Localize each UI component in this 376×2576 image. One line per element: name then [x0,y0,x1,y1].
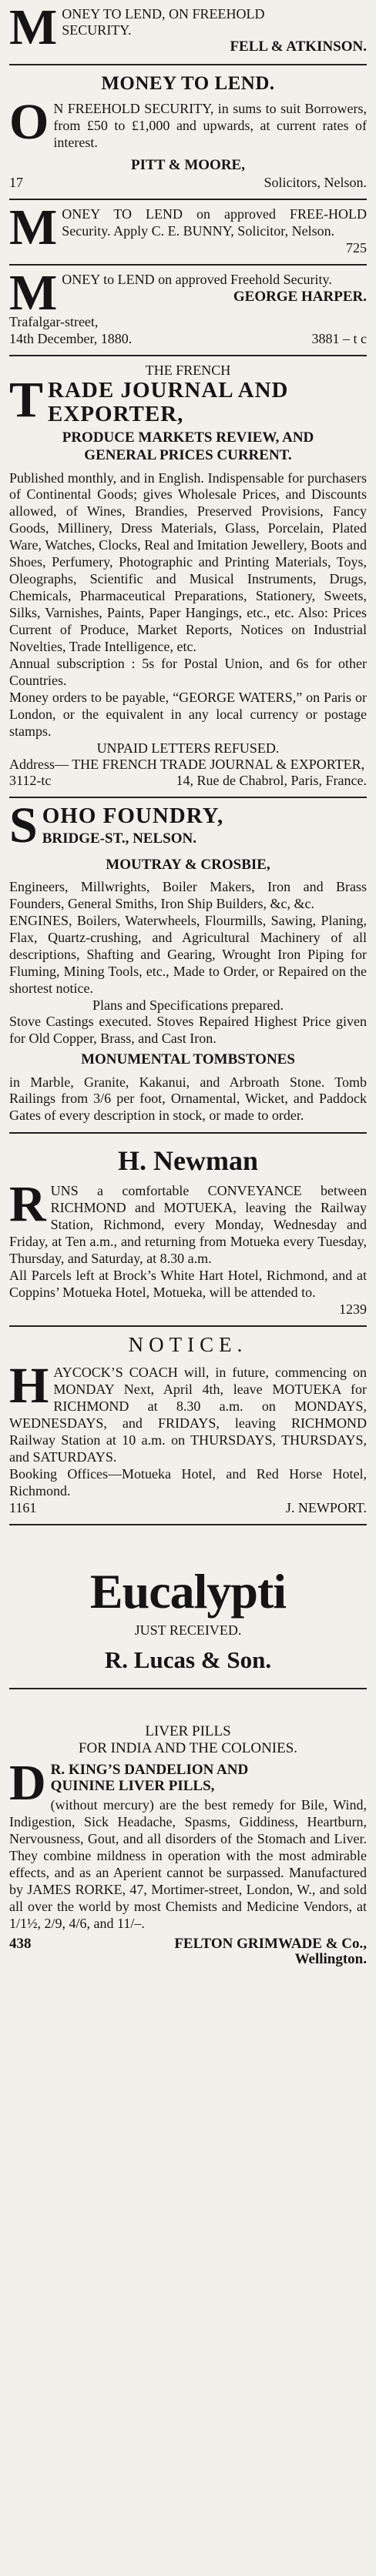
liver-pills-ad [9,1717,367,1976]
fell-ad-line-1: ONEY TO LEND, ON FREEHOLD [62,6,265,22]
liver-city: Wellington. [294,1950,367,1967]
trade-title-line-1: RADE JOURNAL AND [48,378,289,403]
haycock-notice-title: NOTICE. [128,1333,248,1357]
pitt-drop-cap: O [9,94,49,151]
harper-advertiser: GEORGE HARPER. [233,289,367,306]
bunny-ad-body: ONEY TO LEND on approved FREE-HOLD Security. Apply C. E. BUNNY, Solicitor, Nelson. [62,206,367,239]
trade-money-orders: Money orders to be payable, “GEORGE WATERS,” on Paris or London, or the equivalent in any local currency or postage stamps. [9,689,367,739]
liver-headline-line-1: R. KING’S DANDELION AND [50,1761,249,1778]
newman-drop-cap: R [9,1176,46,1233]
fell-ad-line-2: SECURITY. [62,22,132,38]
soho-plans: Plans and Specifications prepared. [92,997,284,1014]
liver-description: (without mercury) are the best remedy for Bile, Wind, Indigestion, Sick Headache, Spasms, Giddiness, Heartburn, Nervousness, Gout, and all disorders of the Stomach and Liver. They combine mildness in operation with the most admirable effects, and as an Aperient cannot be surpassed. Manufactured by JAMES RORKE, 47, Mortimer-street, London, W., and sold all over the world by most Chemists and Medicine Vendors, at 1/1½, 2/9, 4/6, and 11/–. [9,1797,367,1932]
haycock-drop-cap: H [9,1358,49,1415]
soho-tombstones-details: in Marble, Granite, Kakanui, and Arbroath Stone. Tomb Railings from 3/6 per foot, Ornamental, Wicket, and Paddock Gates of every description in stock, or made to order. [9,1074,367,1124]
pitt-ad-body: N FREEHOLD SECURITY, in sums to suit Borrowers, from £50 to £1,000 and upwards, at current rates of interest. [53,101,367,151]
haycock-booking-offices: Booking Offices—Motueka Hotel, and Red Horse Hotel, Richmond. [9,1466,367,1498]
trade-address: 14, Rue de Chabrol, Paris, France. [176,773,367,789]
eucalypti-just-received: JUST RECEIVED. [134,1622,242,1639]
liver-headline-line-2: QUININE LIVER PILLS, [50,1778,215,1795]
pitt-advertiser: PITT & MOORE, [131,157,245,174]
trade-subscription: Annual subscription : 5s for Postal Union, and 6s for other Countries. [9,656,367,688]
soho-street: BRIDGE-ST., NELSON. [42,830,196,847]
soho-drop-cap: S [9,797,38,854]
newman-title: H. Newman [118,1145,258,1177]
pitt-moore-ad [9,65,367,200]
soho-services: Engineers, Millwrights, Boiler Makers, Iron and Brass Founders, General Smiths, Iron Ship Builders, &c, &c. [9,879,367,912]
pitt-ref: 17 [9,174,23,190]
trade-unpaid-refused: UNPAID LETTERS REFUSED. [96,740,280,756]
soho-castings: Stove Castings executed. Stoves Repaired Highest Price given for Old Copper, Brass, and Cast Iron. [9,1014,367,1047]
soho-machinery: ENGINES, Boilers, Waterwheels, Flourmills, Sawing, Planing, Flax, Quartz-crushing, and Agricultural Machinery of all descriptions, Shafting and Gearing, Wrought Iron Piping for Fluming, Mining Tools, etc., Made to Order, or Repaired on the shortest notice. [9,913,367,997]
harper-date: 14th December, 1880. [9,330,133,346]
french-trade-journal-ad [9,356,367,799]
liver-drop-cap: D [9,1754,46,1811]
fell-advertiser: FELL & ATKINSON. [230,38,367,55]
soho-tombstones: MONUMENTAL TOMBSTONES [81,1051,295,1068]
eucalypti-ad [9,1553,367,1689]
pitt-role: Solicitors, Nelson. [264,174,367,190]
eucalypti-seller: R. Lucas & Son. [104,1646,272,1674]
trade-address-label: Address— [9,757,69,772]
fell-atkinson-ad [9,0,367,65]
haycock-coach-ad [9,1327,367,1525]
trade-description: Published monthly, and in English. Indispensable for purchasers of Continental Goods; gives Wholesale Prices, and Discounts allowed, of Wines, Brandies, Preserved Provisions, Fancy Goods, Millinery, Dress Materials, Glass, Porcelain, Plated Ware, Watches, Clocks, Real and Imitation Jewellery, Boots and Shoes, Perfumery, Photographic and Printing Materials, Toys, Oleographs, Scientific and Musical Instruments, Drugs, Chemicals, Pharmaceutical Preparations, Stationery, Sweets, Silks, Varnishes, Paints, Paper Hangings, etc., etc. Also: Prices Current of Produce, Market Reports, Notices on Industrial Novelties, Trade Intelligence, etc. [9,469,367,655]
liver-subtitle: FOR INDIA AND THE COLONIES. [78,1739,298,1756]
harper-drop-cap: M [9,265,58,322]
fell-drop-cap: M [9,0,58,55]
eucalypti-brand: Eucalypti [89,1564,287,1619]
trade-drop-cap: T [9,372,44,429]
harper-address: Trafalgar-street, [9,314,99,330]
soho-business-name: MOUTRAY & CROSBIE, [106,857,270,874]
bunny-ref: 725 [346,240,367,256]
bunny-ad [9,200,367,266]
haycock-ref: 1161 [9,1499,37,1515]
harper-ad [9,266,367,356]
harper-ref: 3881 – t c [311,330,367,346]
pitt-ad-title: MONEY TO LEND. [101,73,275,95]
soho-foundry-ad [9,798,367,1134]
newman-ref: 1239 [339,1301,367,1318]
trade-address-name: THE FRENCH TRADE JOURNAL & EXPORTER, [72,757,365,772]
harper-ad-body: ONEY to LEND on approved Freehold Security. [62,272,332,288]
trade-subtitle-line-2: GENERAL PRICES CURRENT. [84,447,292,464]
trade-ref: 3112-tc [9,773,52,789]
liver-agent: FELTON GRIMWADE & Co., [174,1936,367,1953]
h-newman-ad [9,1134,367,1327]
trade-title-line-2: EXPORTER, [48,401,184,426]
bunny-drop-cap: M [9,199,58,256]
liver-title: LIVER PILLS [145,1723,231,1740]
haycock-schedule: AYCOCK’S COACH will, in future, commencing on MONDAY Next, April 4th, leave MOTUEKA for RICHMOND at 8.30 a.m. on MONDAYS, WEDNESDAYS, and FRIDAYS, leaving RICHMOND Railway Station at 10 a.m. on THURSDAYS, THURSDAYS, and SATURDAYS. [9,1365,367,1465]
haycock-advertiser: J. NEWPORT. [285,1499,367,1515]
trade-kicker: THE FRENCH [145,362,231,378]
newman-parcels: All Parcels left at Brock’s White Hart Hotel, Richmond, and at Coppins’ Motueka Hotel, Motueka, will be attended to. [9,1268,367,1301]
newman-conveyance-details: UNS a comfortable CONVEYANCE between RICHMOND and MOTUEKA, leaving the Railway Station, Richmond, every Monday, Wednesday and Friday, at Ten a.m., and returning from Motueka every Tuesday, Thursday, and Saturday, at 8.30 a.m. [9,1183,367,1267]
trade-subtitle-line-1: PRODUCE MARKETS REVIEW, AND [62,429,314,446]
liver-ref: 438 [9,1936,32,1953]
soho-title: OHO FOUNDRY, [42,804,224,829]
